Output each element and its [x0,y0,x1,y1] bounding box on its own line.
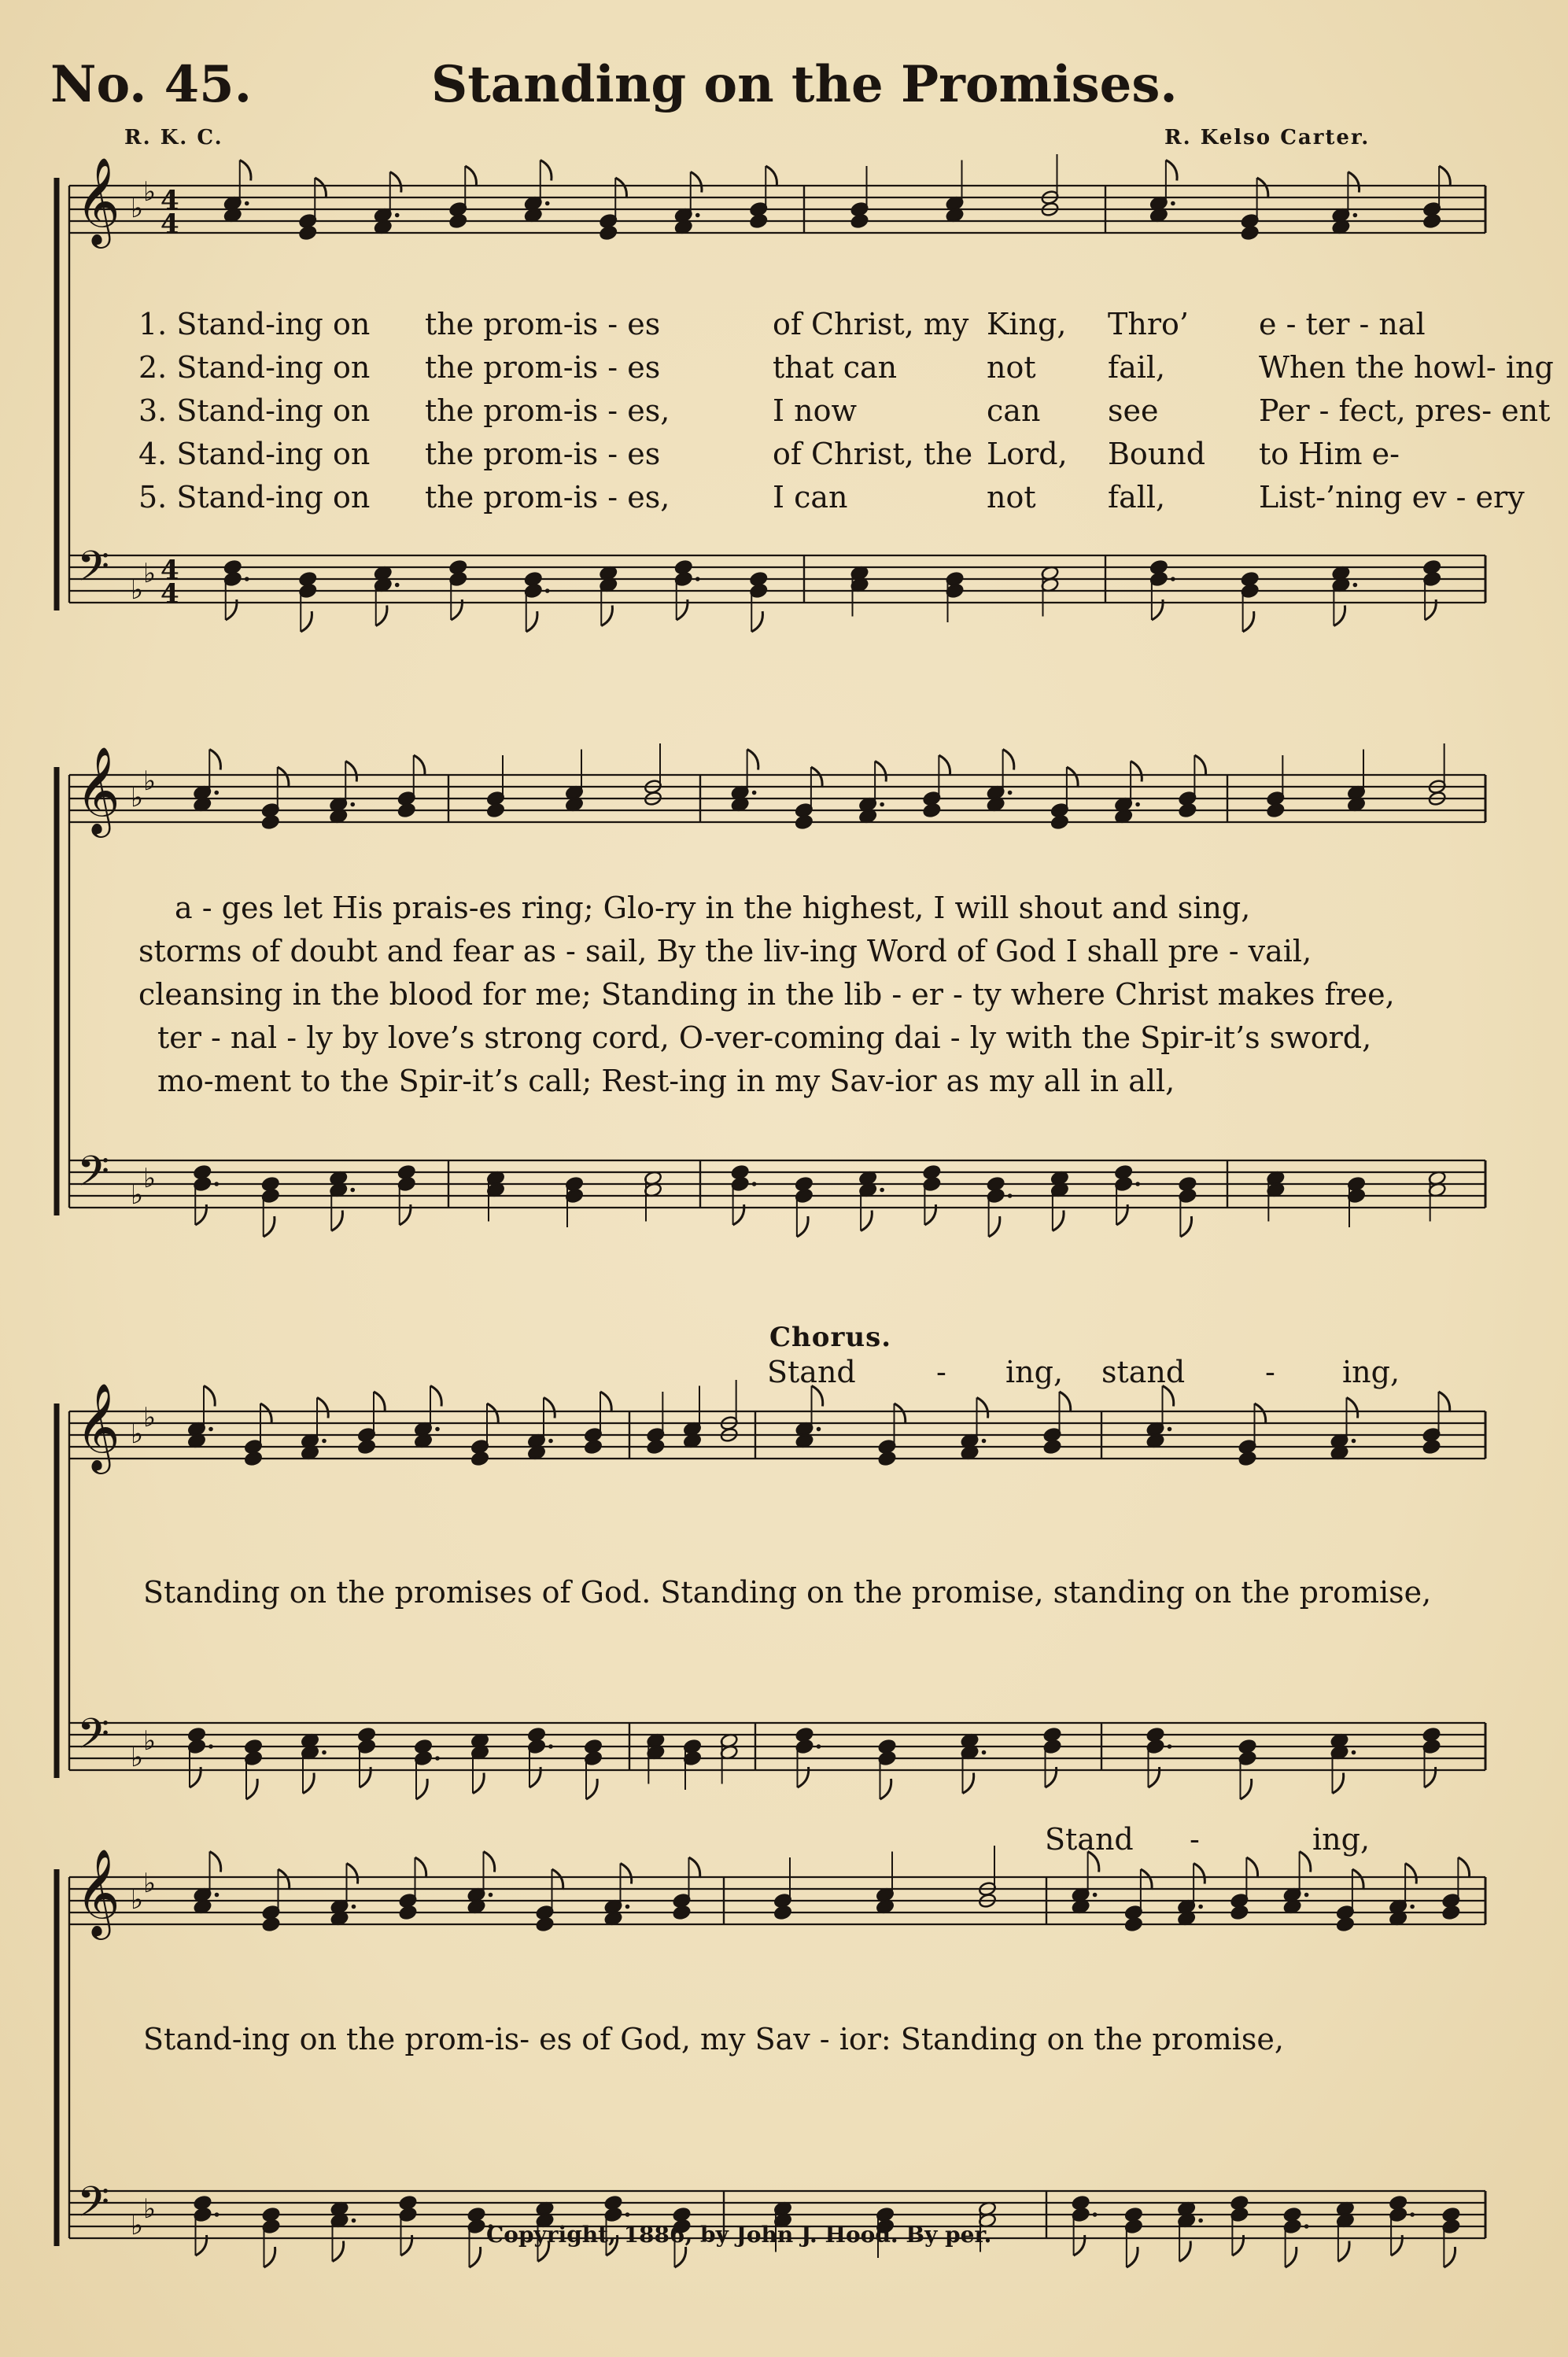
note-head [1238,1451,1257,1466]
note-flag [374,1392,385,1412]
note-flag [430,1386,441,1407]
note-head [1230,1905,1249,1920]
note-head [773,1905,792,1920]
lyricist-credit: R. K. C. [124,126,223,149]
dot [695,213,700,218]
verse-2-syllable-group: that can [773,350,898,385]
time-signature-bottom: 4 [160,208,179,240]
note-flag [811,767,822,788]
dot [1304,2224,1309,2229]
note-head [584,1439,603,1455]
dot [880,802,884,807]
note-flag [315,178,326,198]
note-flag [615,178,626,198]
bass-clef-icon: 𝄢 [77,1148,110,1206]
note-head [261,814,280,830]
chorus-echo-1: - [1265,1355,1275,1389]
dot [395,213,400,218]
note-flag [487,1404,498,1424]
note-head [448,213,467,229]
time-signature-top: 4 [160,185,179,216]
dot [752,1182,757,1186]
dot [1093,2212,1098,2217]
bass-clef-icon: 𝄢 [77,2178,110,2237]
verse-5-syllable-group: I can [773,480,848,515]
note-flag [601,606,612,626]
verse-1-syllable-group: King, [987,307,1067,341]
flat-sign-icon: ♭ [131,574,144,606]
note-flag [977,1398,988,1418]
note-flag [1458,1857,1469,1878]
flat-sign-icon: ♭ [131,2210,144,2241]
note-head [1050,814,1069,830]
dot [214,1182,219,1186]
chorus-label: Chorus. [769,1322,892,1353]
note-flag [1194,755,1205,776]
note-flag [204,1386,215,1407]
note-flag [347,1864,358,1884]
dot [1008,1193,1013,1198]
note-head [878,1451,897,1466]
verse-5-syllable-group: 5. Stand-ing on [138,480,371,515]
hymn-title: Standing on the Promises. [431,55,1178,114]
note-flag [526,611,537,632]
note-flag [540,160,552,181]
verse-3-line-2: cleansing in the blood for me; Standing in the lib - er - ty where Christ makes free, [138,977,1395,1012]
verse-3-syllable-group: 3. Stand-ing on [138,393,371,428]
dot [545,201,550,206]
note-head [599,225,618,241]
flat-sign-icon: ♭ [131,1179,144,1211]
note-flag [345,762,356,782]
verse-4-syllable-group: the prom-is - es [425,437,661,471]
dot [545,588,550,593]
dot [1093,1893,1098,1898]
dot [435,1756,440,1761]
flat-sign-icon: ♭ [131,1742,144,1773]
treble-clef-icon: 𝄞 [76,746,120,834]
note-flag [415,1857,426,1878]
dot [352,1905,356,1909]
dot [208,1427,213,1432]
note-head [262,1916,281,1932]
note-flag [416,1779,427,1799]
flat-sign-icon: ♭ [143,2193,157,2225]
note-flag [675,2247,686,2267]
dot [817,1744,821,1749]
dot [880,1188,884,1193]
dot [982,1750,987,1755]
note-head [357,1439,376,1455]
note-flag [1194,1864,1205,1884]
note-head [673,1905,692,1920]
copyright-notice: Copyright, 1886, by John J. Hood. By per. [486,2222,992,2248]
verse-2-syllable-group: not [987,350,1036,385]
verse-4-syllable-group: of Christ, the [773,437,973,471]
dot [350,802,355,807]
flat-sign-icon: ♭ [143,176,157,208]
chorus-echo-1: stand [1101,1355,1186,1389]
dot [245,577,249,581]
note-flag [751,611,762,632]
verse-2-syllable-group: fail, [1108,350,1166,385]
note-head [1043,1439,1062,1455]
note-flag [246,1779,257,1799]
dot [1353,213,1358,218]
note-flag [333,2241,344,2262]
note-head [397,802,416,818]
note-flag [484,1852,495,1872]
dot [982,1439,987,1444]
verse-2-syllable-group: the prom-is - es [425,350,661,385]
verse-1-line-2: a - ges let His prais-es ring; Glo-ry in the highest, I will shout and sing, [175,891,1251,925]
verse-4-syllable-group: to Him e- [1259,437,1400,471]
note-head [298,225,317,241]
dot [435,1427,440,1432]
chorus-echo-1: ing, [1005,1355,1064,1389]
note-flag [1246,1857,1257,1878]
note-flag [797,1216,808,1237]
note-head [795,814,814,830]
note-flag [766,166,777,186]
note-head [647,1439,666,1455]
chorus-echo-1: Stand [767,1355,856,1389]
note-flag [1444,2247,1455,2267]
dot [1135,1182,1140,1186]
note-flag [1060,1392,1071,1412]
treble-clef-icon: 𝄞 [76,157,120,245]
note-flag [1243,611,1254,632]
note-head [1179,802,1197,818]
verse-2-syllable-group: 2. Stand-ing on [138,350,371,385]
note-flag [1127,2247,1138,2267]
dot [245,201,249,206]
note-head [923,802,942,818]
note-flag [880,1779,891,1799]
note-flag [895,1404,906,1424]
treble-clef-icon: 𝄞 [76,1848,120,1936]
flat-sign-icon: ♭ [143,1725,157,1757]
dot [752,791,757,795]
note-flag [303,1773,314,1794]
note-flag [390,172,401,193]
treble-clef-icon: 𝄞 [76,1382,120,1470]
dot [1410,1905,1415,1909]
verse-5-line-2: mo-ment to the Spir-it’s call; Rest-ing in my Sav-ior as my all in all, [157,1064,1175,1098]
note-head [1336,1916,1355,1932]
dot [1353,583,1358,588]
time-signature-bottom: 4 [160,578,179,610]
note-flag [414,755,425,776]
dot [1135,802,1140,807]
note-flag [552,1869,563,1890]
verse-1-syllable-group: of Christ, my [773,307,969,341]
note-flag [331,1211,342,1231]
dot [215,2212,220,2217]
composer-credit: R. Kelso Carter. [1164,126,1371,149]
note-flag [264,2247,275,2267]
dot [1304,1893,1309,1898]
note-flag [470,2247,481,2267]
note-flag [465,166,476,186]
note-head [1422,213,1441,229]
note-head [1241,225,1260,241]
chorus-line-2: Stand-ing on the prom-is- es of God, my Sav - ior: Standing on the promise, [143,2022,1284,2056]
verse-1-syllable-group: 1. Stand-ing on [138,307,371,341]
note-flag [376,606,387,626]
note-flag [1003,750,1014,770]
dot [1352,1750,1356,1755]
note-flag [1257,178,1268,198]
time-signature-top: 4 [160,555,179,586]
note-head [486,802,505,818]
hymn-number: No. 45. [50,55,252,114]
verse-3-syllable-group: I now [773,393,857,428]
note-flag [1405,1864,1416,1884]
dot [695,577,700,581]
note-head [536,1916,555,1932]
verse-1-syllable-group: Thro’ [1108,307,1189,341]
dot [215,1893,220,1898]
flat-sign-icon: ♭ [143,1402,157,1433]
dot [489,1893,493,1898]
verse-2-line-2: storms of doubt and fear as - sail, By the liv-ing Word of God I shall pre - vail, [138,934,1312,968]
verse-4-syllable-group: 4. Stand-ing on [138,437,371,471]
dot [1198,2219,1203,2223]
note-head [749,213,768,229]
dot [350,1188,355,1193]
note-flag [861,1211,872,1231]
flat-sign-icon: ♭ [143,765,157,797]
dot [1168,1427,1172,1432]
note-head [1124,1916,1143,1932]
verse-3-syllable-group: the prom-is - es, [425,393,670,428]
dot [1171,577,1175,581]
note-flag [1300,1852,1311,1872]
chorus-echo-1: - [936,1355,946,1389]
flat-sign-icon: ♭ [143,1868,157,1899]
note-flag [317,1398,328,1418]
note-flag [210,1852,221,1872]
note-flag [600,1392,611,1412]
note-flag [544,1398,555,1418]
note-flag [1333,1773,1344,1794]
note-flag [1334,606,1345,626]
bass-clef-icon: 𝄢 [77,1710,110,1769]
note-flag [1180,1216,1191,1237]
note-flag [1241,1779,1252,1799]
note-flag [209,750,220,770]
note-head [1267,802,1286,818]
note-flag [1439,1392,1450,1412]
note-head [850,213,869,229]
verse-3-syllable-group: see [1108,393,1159,428]
dot [1168,1744,1172,1749]
bass-clef-icon: 𝄢 [77,543,110,601]
note-flag [279,1869,290,1890]
note-flag [1348,172,1359,193]
verse-5-syllable-group: List-’ning ev - ery [1259,480,1525,515]
note-flag [1131,762,1142,782]
verse-2-syllable-group: When the howl- ing [1259,350,1554,385]
verse-4-line-2: ter - nal - ly by love’s strong cord, O-ver-coming dai - ly with the Spir-it’s sword, [157,1020,1372,1055]
flat-sign-icon: ♭ [143,558,157,589]
dot [1008,791,1013,795]
note-flag [689,1857,700,1878]
note-head [1422,1439,1441,1455]
chorus-echo-2: ing, [1312,1822,1371,1857]
note-flag [586,1779,597,1799]
note-flag [939,755,950,776]
verse-3-syllable-group: Per - fect, pres- ent [1259,393,1551,428]
dot [817,1427,821,1432]
dot [625,1905,630,1909]
dot [208,1744,213,1749]
flat-sign-icon: ♭ [131,1418,144,1450]
verse-4-syllable-group: Lord, [987,437,1068,471]
dot [625,2212,630,2217]
flat-sign-icon: ♭ [131,782,144,813]
note-flag [260,1404,271,1424]
note-flag [875,762,886,782]
dot [214,791,219,795]
note-flag [1255,1404,1266,1424]
chorus-echo-2: - [1190,1822,1200,1857]
note-flag [989,1216,1000,1237]
flat-sign-icon: ♭ [131,1884,144,1916]
flat-sign-icon: ♭ [131,193,144,224]
note-flag [621,1864,632,1884]
verse-5-syllable-group: not [987,480,1036,515]
dot [1198,1905,1203,1909]
dot [1410,2212,1415,2217]
note-flag [1067,767,1078,788]
note-flag [473,1773,484,1794]
verse-1-syllable-group: the prom-is - es [425,307,661,341]
note-flag [264,1216,275,1237]
note-flag [278,767,289,788]
note-head [470,1451,489,1466]
note-flag [1179,2241,1190,2262]
note-head [399,1905,418,1920]
chorus-echo-1: ing, [1342,1355,1400,1389]
chorus-echo-2: Stand [1045,1822,1134,1857]
note-flag [1338,2241,1349,2262]
note-flag [1141,1869,1152,1890]
dot [548,1744,553,1749]
flat-sign-icon: ♭ [143,1163,157,1194]
dot [548,1439,553,1444]
note-flag [1166,160,1177,181]
dot [395,583,400,588]
note-flag [1352,1869,1363,1890]
note-flag [963,1773,974,1794]
dot [1171,201,1175,206]
note-flag [240,160,251,181]
verse-5-syllable-group: the prom-is - es, [425,480,670,515]
note-flag [1053,1211,1064,1231]
note-head [1442,1905,1461,1920]
note-flag [301,611,312,632]
note-flag [1347,1398,1358,1418]
dot [322,1750,327,1755]
verse-5-syllable-group: fall, [1108,480,1166,515]
note-head [244,1451,263,1466]
note-flag [747,750,758,770]
note-flag [691,172,702,193]
dot [322,1439,327,1444]
dot [352,2219,356,2223]
note-flag [1286,2247,1297,2267]
verse-1-syllable-group: e - ter - nal [1259,307,1426,341]
dot [1352,1439,1356,1444]
verse-3-syllable-group: can [987,393,1041,428]
note-flag [1439,166,1450,186]
verse-4-syllable-group: Bound [1108,437,1206,471]
chorus-line-1: Standing on the promises of God. Standing on the promise, standing on the promise, [143,1575,1432,1610]
